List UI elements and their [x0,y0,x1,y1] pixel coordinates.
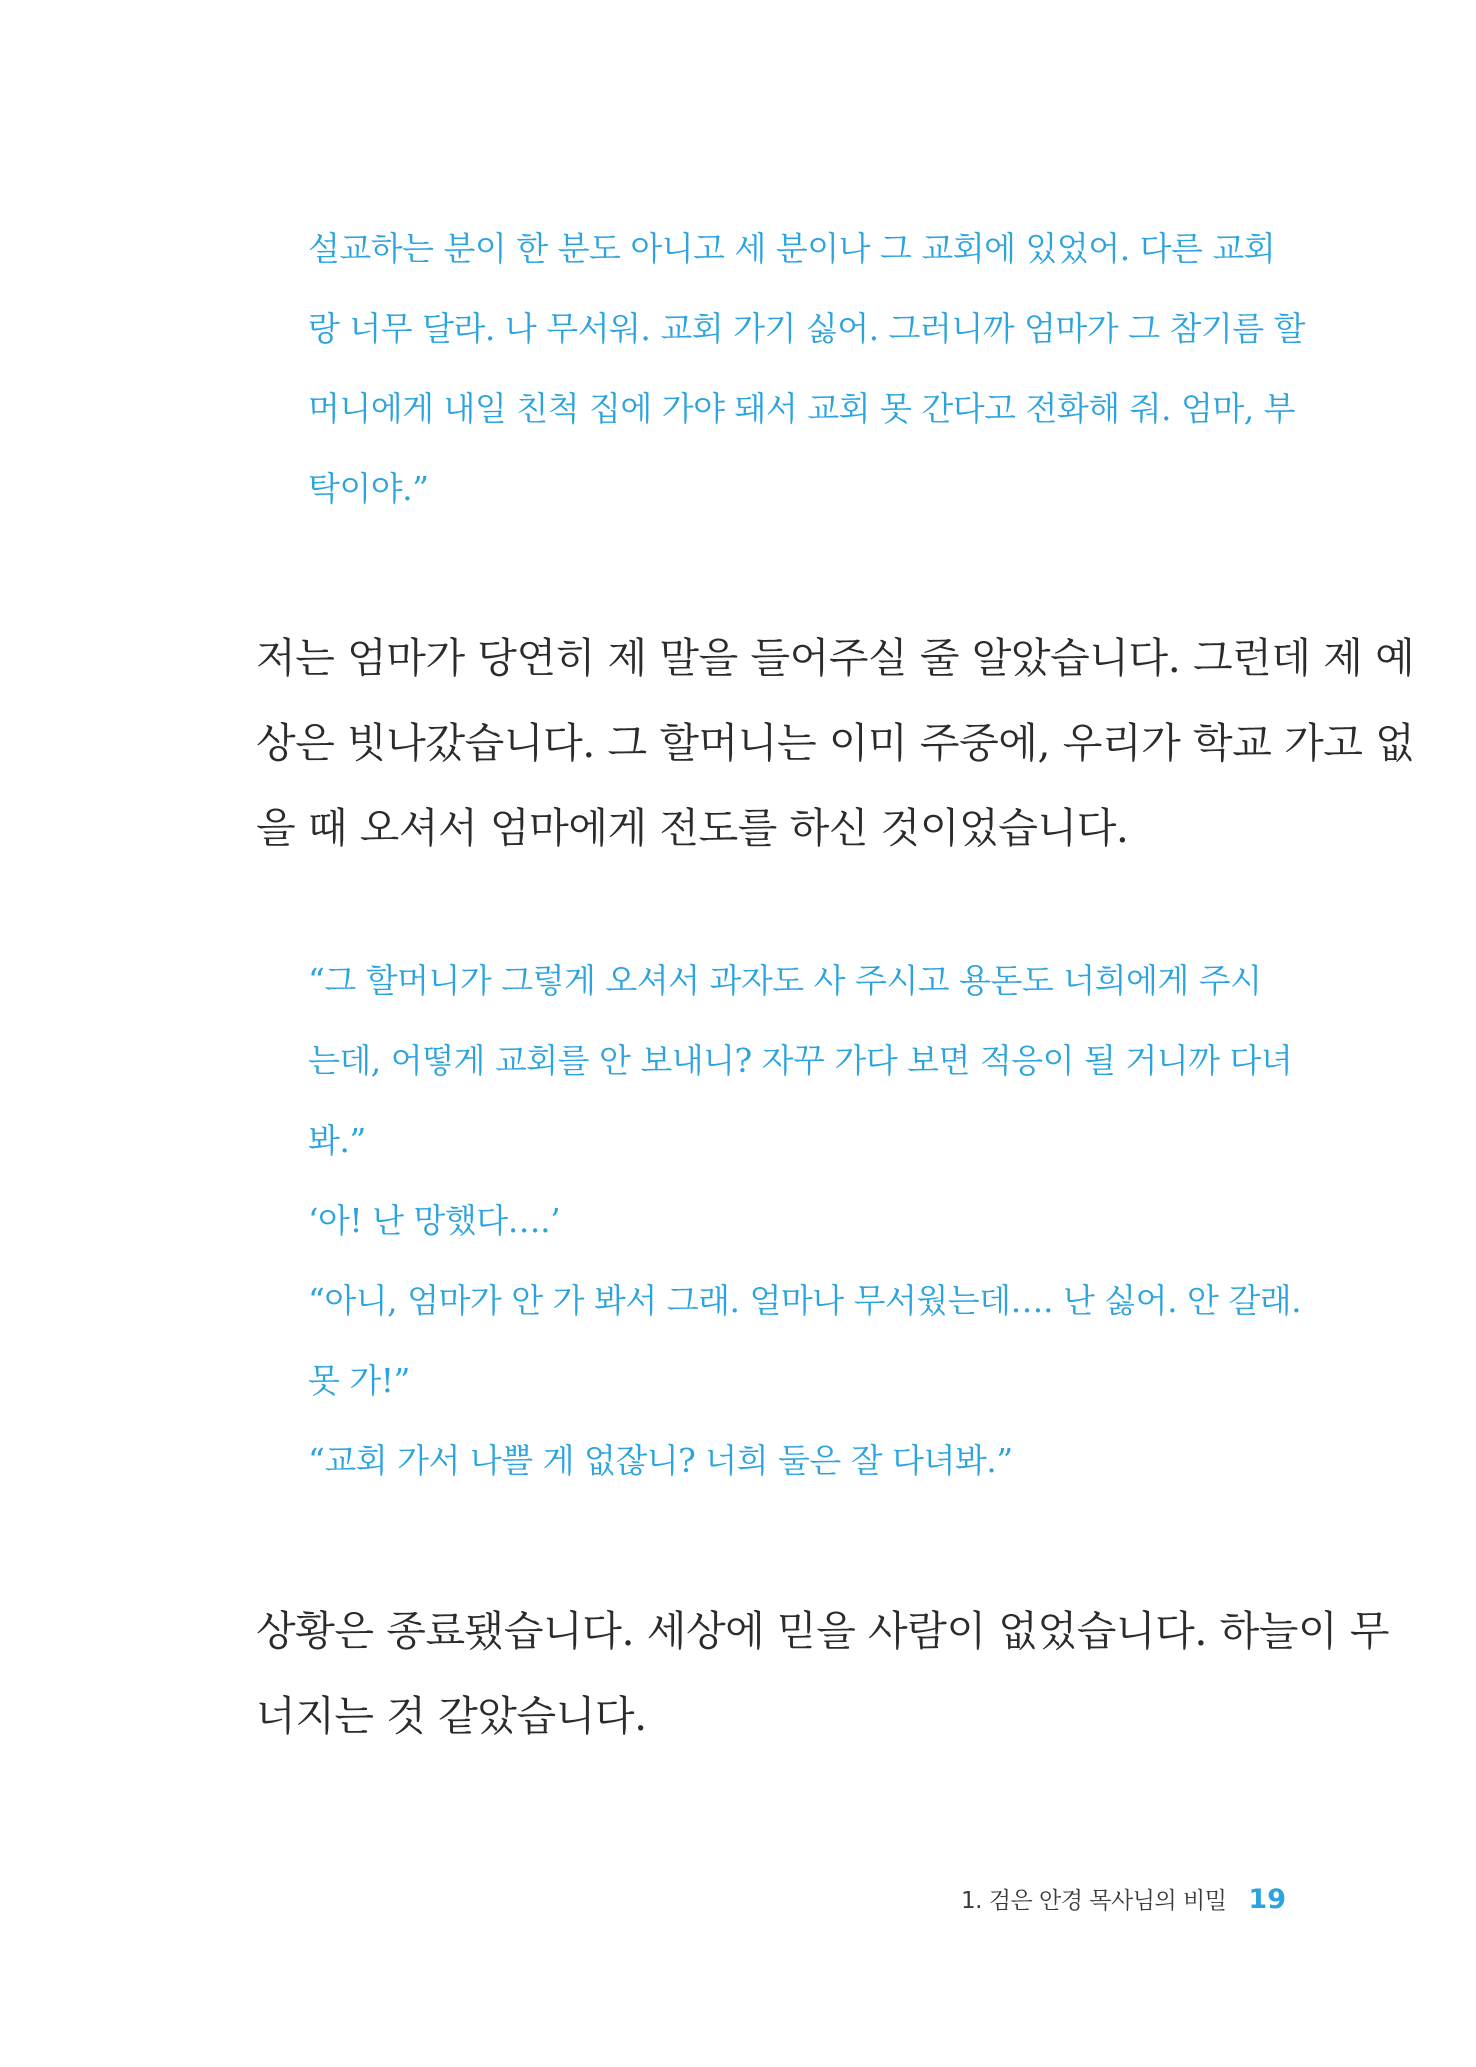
quote-2-line-6: 못 가!” [308,1361,410,1400]
quote-2-line-1: “그 할머니가 그렇게 오셔서 과자도 사 주시고 용돈도 너희에게 주시 [308,961,1262,1000]
quote-1-line-2: 랑 너무 달라. 나 무서워. 교회 가기 싫어. 그러니까 엄마가 그 참기름 할 [308,309,1306,348]
paragraph-2-line-1: 상황은 종료됐습니다. 세상에 믿을 사람이 없었습니다. 하늘이 무 [256,1607,1390,1655]
quote-2-line-4: ‘아! 난 망했다….’ [308,1201,561,1240]
page-footer [961,1882,1286,1918]
quote-1-line-4: 탁이야.” [308,469,429,508]
paragraph-1-line-1: 저는 엄마가 당연히 제 말을 들어주실 줄 알았습니다. 그런데 제 예 [256,634,1415,682]
paragraph-1-line-3: 을 때 오셔서 엄마에게 전도를 하신 것이었습니다. [256,804,1129,852]
quote-2-line-2: 는데, 어떻게 교회를 안 보내니? 자꾸 가다 보면 적응이 될 거니까 다녀 [308,1041,1293,1080]
quote-2-line-5: “아니, 엄마가 안 가 봐서 그래. 얼마나 무서웠는데…. 난 싫어. 안 갈래. [308,1281,1302,1320]
paragraph-1-line-2: 상은 빗나갔습니다. 그 할머니는 이미 주중에, 우리가 학교 가고 없 [256,719,1415,767]
page-number: 19 [1248,1884,1286,1915]
quote-2-line-3: 봐.” [308,1121,366,1160]
footer-chapter-title: 1. 검은 안경 목사님의 비밀 [961,1888,1227,1914]
quote-1-line-1: 설교하는 분이 한 분도 아니고 세 분이나 그 교회에 있었어. 다른 교회 [308,229,1276,268]
paragraph-2-line-2: 너지는 것 같았습니다. [256,1692,647,1740]
quote-1-line-3: 머니에게 내일 친척 집에 가야 돼서 교회 못 간다고 전화해 줘. 엄마, 부 [308,389,1296,428]
quote-2-line-7: “교회 가서 나쁠 게 없잖니? 너희 둘은 잘 다녀봐.” [308,1441,1013,1480]
